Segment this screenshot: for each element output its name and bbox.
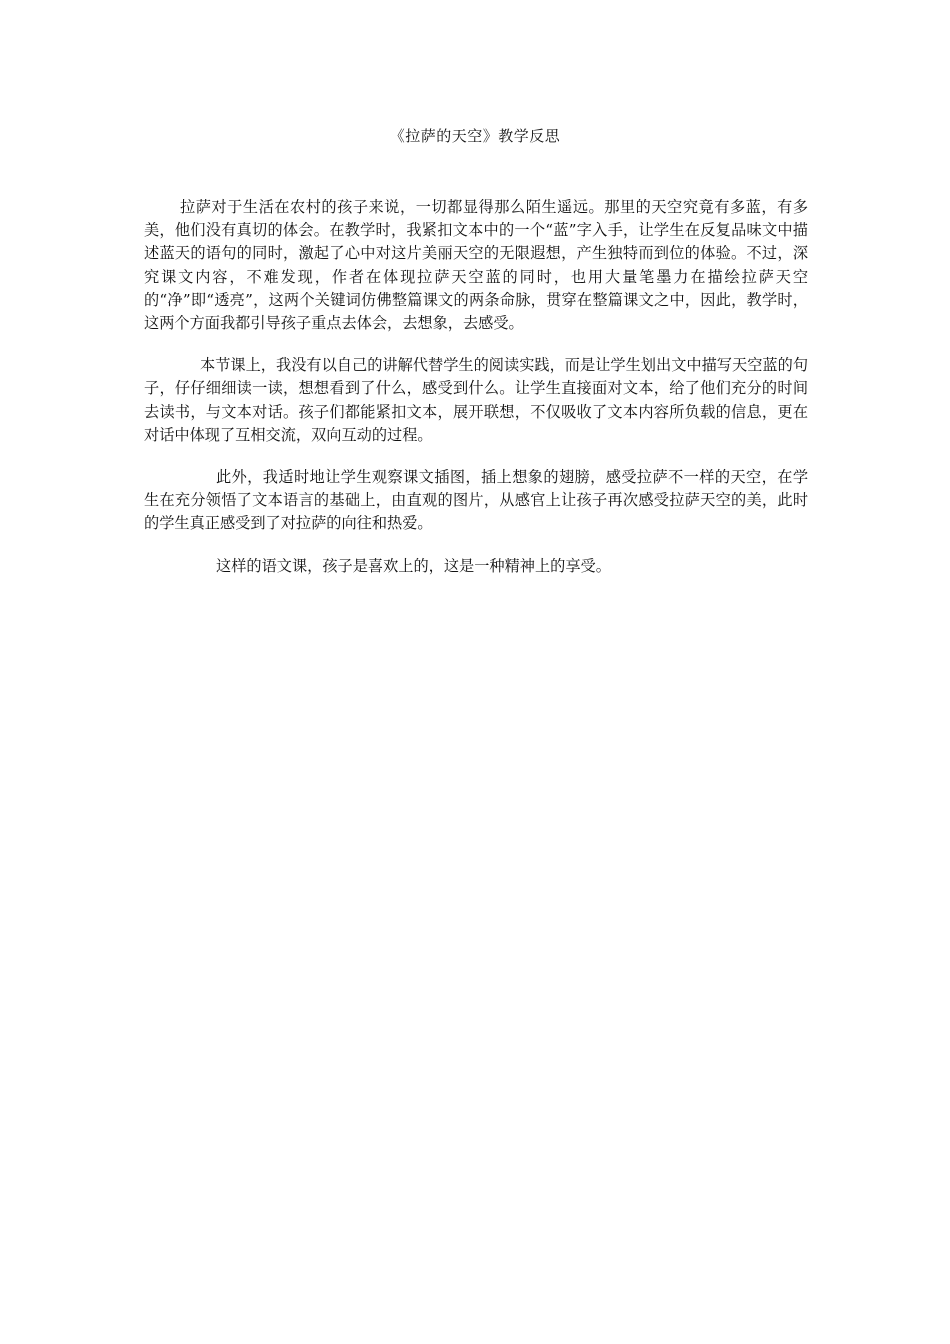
document-title: 《拉萨的天空》教学反思 [389,127,561,145]
paragraph-3: 此外，我适时地让学生观察课文插图，插上想象的翅膀，感受拉萨不一样的天空，在学生在充分领悟了文本语言的基础上，由直观的图片，从感官上让孩子再次感受拉萨天空的美，此时的学生真正感受到了对拉萨的向往和热爱。 [144,468,808,533]
paragraph-1: 拉萨对于生活在农村的孩子来说，一切都显得那么陌生遥远。那里的天空究竟有多蓝，有多美，他们没有真切的体会。在教学时，我紧扣文本中的一个“蓝”字入手，让学生在反复品味文中描述蓝天的语句的同时，激起了心中对这片美丽天空的无限遐想，产生独特而到位的体验。不过，深究课文内容，不难发现，作者在体现拉萨天空蓝的同时，也用大量笔墨力在描绘拉萨天空的“净”即“透亮”，这两个关键词仿佛整篇课文的两条命脉，贯穿在整篇课文之中，因此，教学时，这两个方面我都引导孩子重点去体会，去想象，去感受。 [144,198,808,333]
document-body [144,196,808,597]
paragraph-2: 本节课上，我没有以自己的讲解代替学生的阅读实践，而是让学生划出文中描写天空蓝的句子，仔仔细细读一读，想想看到了什么，感受到什么。让学生直接面对文本，给了他们充分的时间去读书，与文本对话。孩子们都能紧扣文本，展开联想，不仅吸收了文本内容所负载的信息，更在对话中体现了互相交流，双向互动的过程。 [144,356,808,444]
paragraph-4: 这样的语文课，孩子是喜欢上的，这是一种精神上的享受。 [216,556,611,575]
